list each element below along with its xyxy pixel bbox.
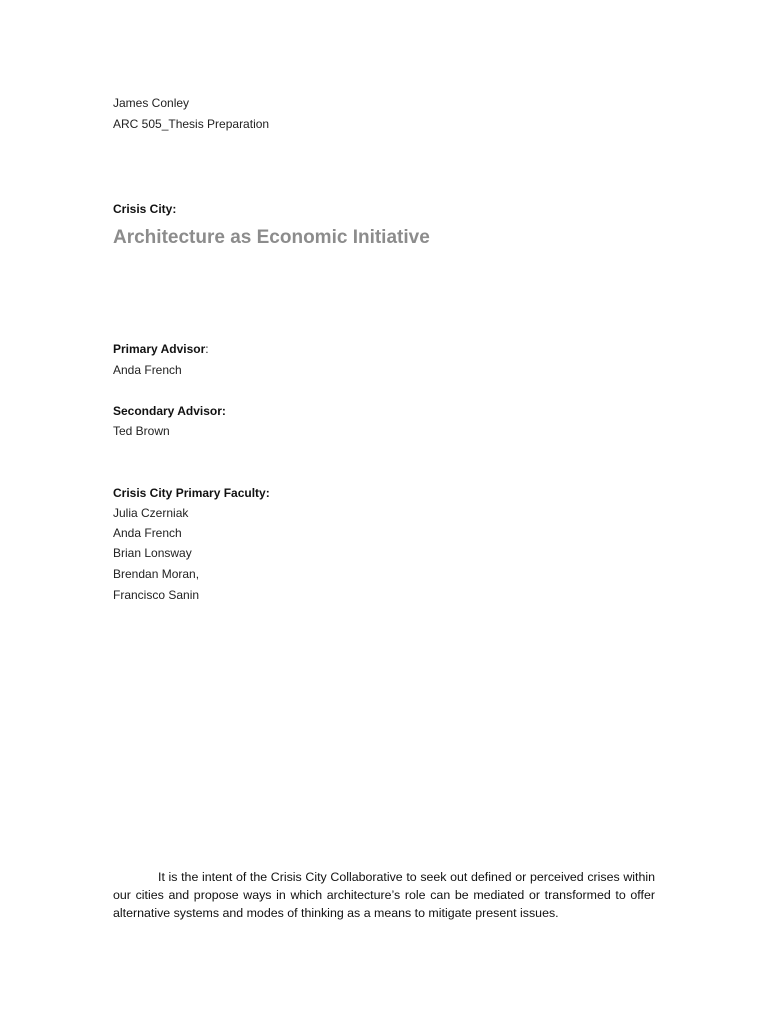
faculty-member: Anda French <box>113 526 182 540</box>
faculty-member: Francisco Sanin <box>113 588 200 602</box>
thesis-title-label: Crisis City: <box>113 202 177 216</box>
primary-advisor-heading <box>113 341 209 357</box>
secondary-advisor-label: Secondary Advisor: <box>113 404 226 418</box>
faculty-member: Brendan Moran, <box>113 567 200 581</box>
faculty-member: Julia Czerniak <box>113 506 189 520</box>
author-name: James Conley <box>113 96 190 110</box>
course-title: ARC 505_Thesis Preparation <box>113 117 270 131</box>
intro-paragraph: It is the intent of the Crisis City Collaborative to seek out defined or perceived crises within our cities and propose ways in which architecture’s role can be mediated or transformed to offer alternative systems and modes of thinking as a means to mitigate present issues. <box>113 870 655 920</box>
primary-advisor-colon: : <box>205 342 209 356</box>
faculty-label: Crisis City Primary Faculty: <box>113 486 270 500</box>
faculty-member: Brian Lonsway <box>113 546 192 560</box>
primary-advisor-label: Primary Advisor <box>113 342 206 356</box>
thesis-subtitle: Architecture as Economic Initiative <box>113 227 430 248</box>
secondary-advisor-name: Ted Brown <box>113 424 170 438</box>
primary-advisor-name: Anda French <box>113 363 182 377</box>
